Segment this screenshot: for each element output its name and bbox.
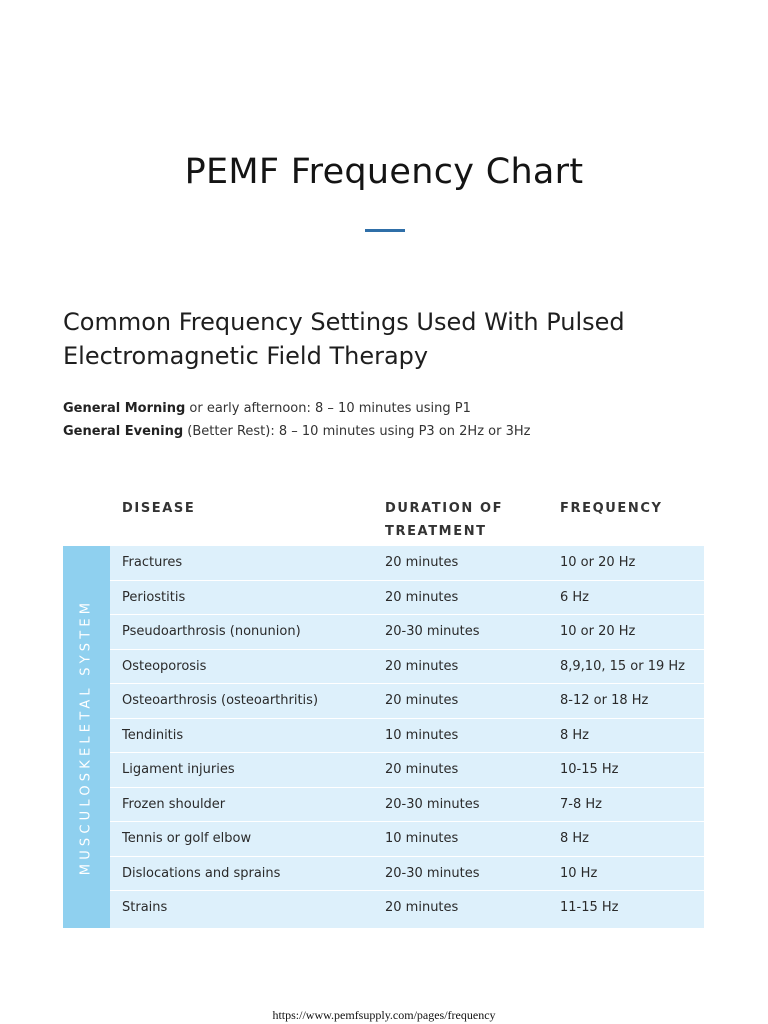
cell-duration: 20-30 minutes [385,624,480,639]
table-row [110,788,704,823]
cell-duration: 20-30 minutes [385,796,480,812]
table-row [110,546,704,581]
cell-frequency: 8,9,10, 15 or 19 Hz [560,658,685,674]
cell-duration: 20 minutes [385,900,459,915]
cell-duration: 10 minutes [385,831,459,846]
cell-frequency: 7-8 Hz [560,796,602,812]
title-divider [365,229,405,232]
table-row [110,684,704,719]
cell-disease: Frozen shoulder [122,796,226,812]
cell-frequency: 8 Hz [560,831,590,846]
table-row [110,822,704,857]
group-band [63,546,110,928]
cell-frequency: 11-15 Hz [560,900,619,915]
note-label: General Evening [63,424,184,439]
cell-frequency: 10 Hz [560,865,598,881]
table-header [63,490,704,546]
cell-duration: 20-30 minutes [385,865,480,881]
cell-duration: 10 minutes [385,727,459,743]
cell-frequency: 10 or 20 Hz [560,624,636,639]
cell-duration: 20 minutes [385,589,459,605]
cell-disease: Tendinitis [122,727,184,743]
note-line [63,420,703,443]
table-row [110,615,704,650]
cell-disease: Ligament injuries [122,762,235,777]
table-body [63,546,704,928]
table-row [110,891,704,926]
note-line [63,397,703,420]
table-row [110,581,704,616]
cell-frequency: 10-15 Hz [560,762,619,777]
cell-frequency: 10 or 20 Hz [560,555,636,570]
cell-disease: Strains [122,900,168,915]
table-row [110,753,704,788]
cell-duration: 20 minutes [385,693,459,708]
header-frequency: FREQUENCY [560,501,663,516]
cell-disease: Osteoarthrosis (osteoarthritis) [122,693,319,708]
page-title: PEMF Frequency Chart [184,152,584,192]
cell-disease: Tennis or golf elbow [122,831,252,846]
cell-duration: 20 minutes [385,555,459,570]
cell-duration: 20 minutes [385,762,459,777]
cell-disease: Pseudoarthrosis (nonunion) [122,624,301,639]
table-row [110,719,704,754]
group-label: MUSCULOSKELETAL SYSTEM [78,598,94,876]
header-duration: DURATION OF TREATMENT [385,501,504,539]
table-rows [110,546,704,926]
table-row [110,857,704,892]
cell-disease: Periostitis [122,589,186,605]
general-notes [63,397,703,443]
section-subtitle: Common Frequency Settings Used With Pulsed Electromagnetic Field Therapy [63,308,625,370]
frequency-table [63,490,704,928]
cell-frequency: 6 Hz [560,589,590,605]
cell-disease: Osteoporosis [122,658,207,674]
note-text: or early afternoon: 8 – 10 minutes using P1 [185,401,471,416]
note-label: General Morning [63,401,186,416]
header-disease: DISEASE [122,501,196,516]
cell-disease: Fractures [122,555,183,570]
cell-duration: 20 minutes [385,658,459,674]
note-text: (Better Rest): 8 – 10 minutes using P3 on 2Hz or 3Hz [183,424,531,439]
cell-frequency: 8 Hz [560,727,590,743]
source-url: https://www.pemfsupply.com/pages/frequency [272,1008,496,1022]
cell-frequency: 8-12 or 18 Hz [560,693,649,708]
cell-disease: Dislocations and sprains [122,865,281,881]
table-row [110,650,704,685]
